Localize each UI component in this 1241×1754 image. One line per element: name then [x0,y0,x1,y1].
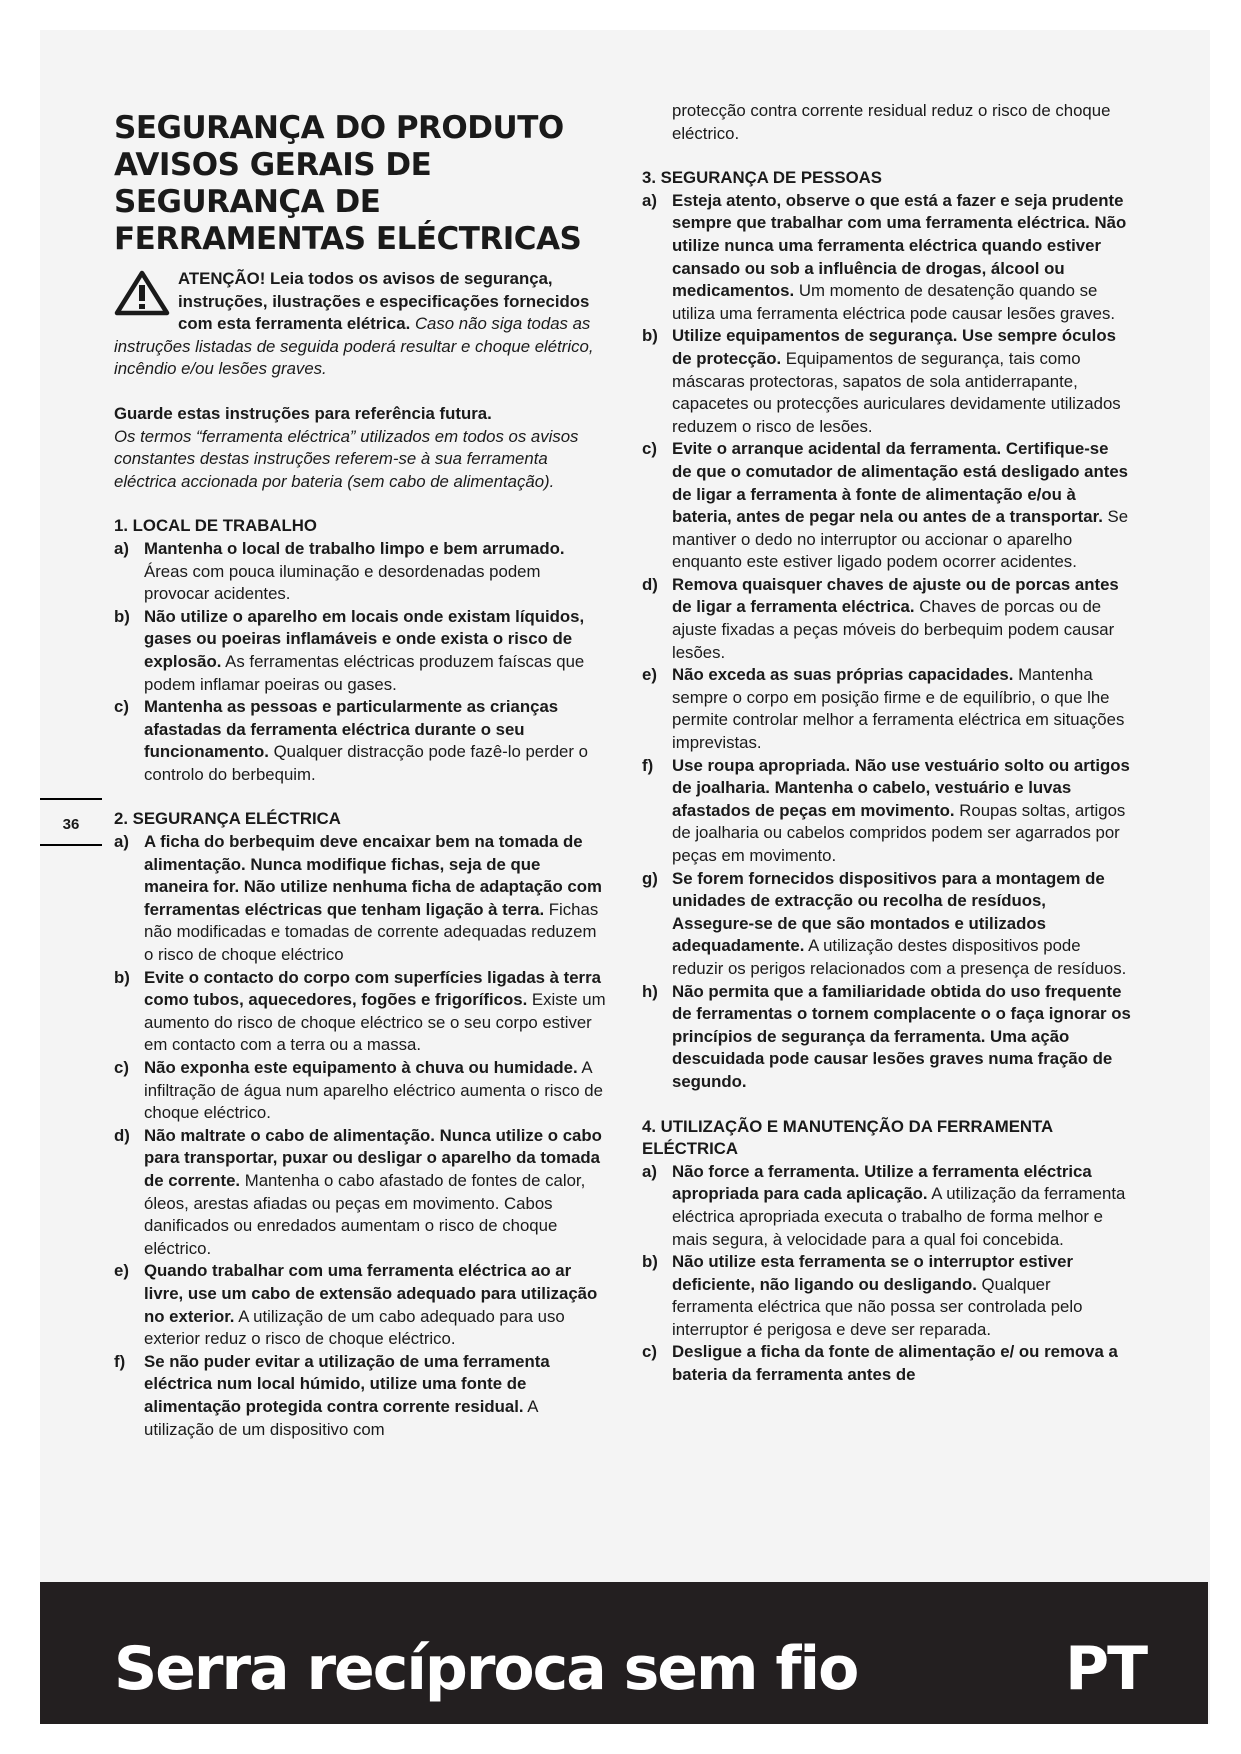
footer-title: Serra recíproca sem fio [114,1634,858,1704]
item-text: Qualquer distracção pode fazê-lo perder o controlo do berbequim. [144,742,588,784]
item-bold-text: Não force a ferramenta. Utilize a ferramenta eléctrica apropriada para cada aplicação. [672,1161,1092,1204]
list-item [114,967,609,1057]
list-item [114,1125,609,1261]
section-1-title: 1. LOCAL DE TRABALHO [114,516,317,536]
item-label: b) [642,326,658,346]
item-text: Fichas não modificadas e tomadas de corrente adequadas reduzem o risco de choque eléctrico [144,899,599,965]
section-4-title: 4. UTILIZAÇÃO E MANUTENÇÃO DA FERRAMENTA ELÉCTRICA [642,1116,1053,1159]
item-text: A utilização da ferramenta eléctrica apropriada executa o trabalho de forma melhor e mais segura, à velocidade para a qual foi concebida. [672,1184,1126,1249]
title-line: SEGURANÇA DE [114,184,381,220]
section-1-list [114,538,609,787]
footer-language: PT [1065,1634,1146,1704]
item-bold-text: Não maltrate o cabo de alimentação. Nunca utilize o cabo para transportar, puxar ou desligar o aparelho da tomada de corrente. [144,1125,602,1190]
item-label: a) [642,190,657,210]
item-text: Áreas com pouca iluminação e desordenadas podem provocar acidentes. [144,561,541,604]
item-bold-text: Utilize equipamentos de segurança. Use sempre óculos de protecção. [672,326,1116,368]
item-text: Qualquer ferramenta eléctrica que não possa ser controlada pelo interruptor é perigosa e deve ser reparada. [672,1274,1083,1339]
keep-instructions-text: Os termos “ferramenta eléctrica” utilizados em todos os avisos constantes destas instruções referem-se à sua ferramenta eléctrica accionada por bateria (sem cabo de alimentação). [114,426,579,491]
title-line: FERRAMENTAS ELÉCTRICAS [114,221,582,257]
item-text: A utilização de um cabo adequado para uso exterior reduz o risco de choque eléctrico. [144,1306,565,1349]
item-bold-text: Não permita que a familiaridade obtida do uso frequente de ferramentas o tornem complacente o o faça ignorar os princípios de segurança da ferramenta. Uma ação descuidada pode causar lesões graves numa fração de segundo. [672,981,1131,1091]
item-bold-text: A ficha do berbequim deve encaixar bem na tomada de alimentação. Nunca modifique fichas, seja de que maneira for. Não utilize nenhuma ficha de adaptação com ferramentas eléctricas que tenham ligação à terra. [144,832,602,919]
item-text: A utilização de um dispositivo com [144,1396,538,1439]
item-text: Chaves de porcas ou de ajuste fixadas a peças móveis do berbequim podem causar lesões. [672,597,1115,662]
section-2-list [114,831,609,1441]
right-column [642,101,1132,1387]
list-item [642,664,1132,754]
title-line: AVISOS GERAIS DE [114,147,432,183]
list-item [642,325,1132,438]
section-3-title: 3. SEGURANÇA DE PESSOAS [642,168,882,188]
item-bold-text: Quando trabalhar com uma ferramenta eléctrica ao ar livre, use um cabo de extensão adequado para utilização no exterior. [144,1261,598,1326]
item-bold-text: Desligue a ficha da fonte de alimentação e/ ou remova a bateria da ferramenta antes de [672,1342,1118,1385]
item-bold-text: Se forem fornecidos dispositivos para a montagem de unidades de extracção ou recolha de resíduos, Assegure-se de que são montados e utilizados adequadamente. [672,868,1105,956]
list-item [642,190,1132,326]
item-label: b) [642,1252,658,1272]
list-item [642,868,1132,981]
list-item [642,1341,1132,1386]
item-text: Um momento de desatenção quando se utiliza uma ferramenta eléctrica pode causar lesões graves. [672,281,1116,323]
item-bold-text: Evite o arranque acidental da ferramenta. Certifique-se de que o comutador de alimentação está desligado antes de ligar a ferramenta à fonte de alimentação e/ou à bateria, antes de pegar nela ou antes de a transportar. [672,439,1129,527]
list-item [114,1057,609,1125]
item-label: d) [642,574,658,594]
item-label: a) [114,832,129,852]
item-bold-text: Não utilize o aparelho em locais onde existam líquidos, gases ou poeiras inflamáveis e onde exista o risco de explosão. [144,606,585,671]
item-label: c) [114,1058,129,1077]
list-item [642,574,1132,664]
item-text: A utilização destes dispositivos pode reduzir os perigos relacionados com a presença de resíduos. [672,936,1127,978]
item-label: c) [642,1342,657,1362]
item-text: Existe um aumento do risco de choque eléctrico se o seu corpo estiver em contacto com a terra ou a massa. [144,990,606,1055]
list-item [114,1351,609,1441]
item-label: b) [114,606,130,626]
item-bold-text: Se não puder evitar a utilização de uma ferramenta eléctrica num local húmido, utilize uma fonte de alimentação protegida contra corrente residual. [144,1351,550,1416]
list-item [642,981,1132,1094]
item-label: f) [642,755,654,775]
item-bold-text: Remova quaisquer chaves de ajuste ou de porcas antes de ligar a ferramenta eléctrica. [672,574,1119,617]
list-item [642,755,1132,868]
section-4-list [642,1161,1132,1387]
item-label: e) [114,1261,129,1281]
list-item [114,696,609,786]
list-item [114,1260,609,1350]
page-title [114,110,609,258]
item-label: a) [642,1161,657,1181]
item-label: h) [642,981,658,1001]
item-bold-text: Não exponha este equipamento à chuva ou humidade. [144,1058,578,1077]
section-2-title: 2. SEGURANÇA ELÉCTRICA [114,809,341,829]
left-column [114,110,609,1441]
list-item [642,1251,1132,1341]
item-label: a) [114,538,129,558]
item-text: A infiltração de água num aparelho eléctrico aumenta o risco de choque eléctrico. [144,1058,603,1123]
item-label: c) [642,439,657,459]
keep-instructions-heading: Guarde estas instruções para referência futura. [114,403,492,423]
item-text: As ferramentas eléctricas produzem faíscas que podem inflamar poeiras ou gases. [144,651,585,694]
item-text: Roupas soltas, artigos de joalharia ou cabelos compridos podem ser agarrados por peças em movimento. [672,800,1126,865]
item-bold-text: Evite o contacto do corpo com superfícies ligadas à terra como tubos, aquecedores, fogões e frigoríficos. [144,967,601,1010]
page-number-rule-bottom [40,844,102,846]
item-label: d) [114,1125,130,1145]
item-text: Equipamentos de segurança, tais como máscaras protectoras, sapatos de sola antiderrapante, capacetes ou protecções auriculares devidamente utilizados reduzem o risco de lesões. [672,348,1121,436]
item-bold-text: Não exceda as suas próprias capacidades. [672,665,1014,685]
item-label: f) [114,1351,126,1371]
list-item [114,831,609,967]
list-item [642,1161,1132,1251]
item-label: g) [642,868,658,888]
section-3-list [642,190,1132,1094]
warning-icon [114,270,170,316]
warning-block [114,268,609,381]
list-item [114,538,609,606]
list-item [642,438,1132,574]
item-text: Mantenha o cabo afastado de fontes de calor, óleos, arestas afiadas ou peças em movimento. Cabos danificados ou enredados aumentam o risco de choque eléctrico. [144,1170,586,1258]
warning-text: ATENÇÃO! Leia todos os avisos de segurança, instruções, ilustrações e especificações fornecidos com esta ferramenta elétrica. [178,269,590,334]
item-label: e) [642,665,657,685]
list-item [114,606,609,696]
continued-text: protecção contra corrente residual reduz o risco de choque eléctrico. [672,101,1111,143]
warning-consequence: Caso não siga todas as instruções listadas de seguida poderá resultar e choque elétrico, incêndio e/ou lesões graves. [114,314,594,379]
item-label: c) [114,697,129,717]
item-bold-text: Use roupa apropriada. Não use vestuário solto ou artigos de joalharia. Mantenha o cabelo, vestuário e luvas afastados de peças em movimento. [672,755,1130,820]
item-bold-text: Mantenha o local de trabalho limpo e bem arrumado. [144,538,565,558]
item-text: Se mantiver o dedo no interruptor ou accionar o aparelho enquanto este estiver ligado podem ocorrer acidentes. [672,507,1129,572]
item-bold-text: Esteja atento, observe o que está a fazer e seja prudente sempre que trabalhar com uma ferramenta eléctrica. Não utilize nunca uma ferramenta eléctrica quando estiver cansado ou sob a influência de drogas, álcool ou medicamentos. [672,190,1127,301]
page-number: 36 [62,816,80,833]
footer-bar [40,1582,1208,1724]
item-text: Mantenha sempre o corpo em posição firme e de equilíbrio, o que lhe permite controlar melhor a ferramenta eléctrica em situações imprevistas. [672,665,1125,753]
item-label: b) [114,967,130,987]
item-bold-text: Mantenha as pessoas e particularmente as crianças afastadas da ferramenta eléctrica durante o seu funcionamento. [144,697,559,762]
title-line: SEGURANÇA DO PRODUTO [114,110,564,146]
item-bold-text: Não utilize esta ferramenta se o interruptor estiver deficiente, não ligando ou desligando. [672,1252,1074,1294]
